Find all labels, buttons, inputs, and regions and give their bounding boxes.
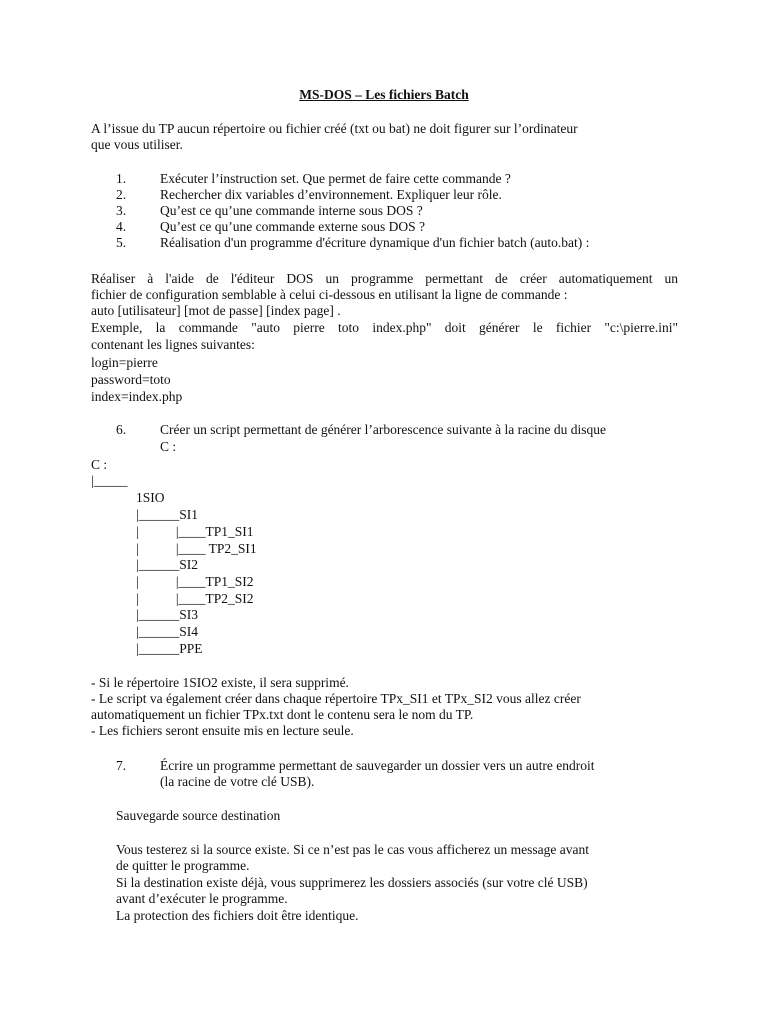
tree-node: |______SI4: [136, 624, 198, 639]
q5-paragraph-line: Exemple, la commande "auto pierre toto index.php" doit générer le fichier "c:\pierre.ini": [91, 320, 678, 335]
question-text: (la racine de votre clé USB).: [160, 774, 315, 789]
question-text: Écrire un programme permettant de sauvegarder un dossier vers un autre endroit: [160, 758, 595, 773]
intro-line-1: A l’issue du TP aucun répertoire ou fichier créé (txt ou bat) ne doit figurer sur l’ordinateur: [91, 121, 578, 136]
q7-body-line: de quitter le programme.: [116, 858, 250, 873]
question-number: 2.: [116, 187, 127, 202]
question-text: Créer un script permettant de générer l’arborescence suivante à la racine du disque: [160, 422, 607, 437]
question-number: 3.: [116, 203, 127, 218]
config-line-login: login=pierre: [91, 355, 158, 370]
tree-node: |______PPE: [136, 641, 203, 656]
note-line: automatiquement un fichier TPx.txt dont le contenu sera le nom du TP.: [91, 707, 474, 722]
intro-line-2: que vous utiliser.: [91, 137, 183, 152]
tree-node: |______SI3: [136, 607, 198, 622]
question-number: 7.: [116, 758, 127, 773]
question-number: 1.: [116, 171, 127, 186]
tree-node: | |____TP1_SI1: [136, 524, 254, 539]
note-line: - Si le répertoire 1SIO2 existe, il sera supprimé.: [91, 675, 349, 690]
question-text: C :: [160, 439, 177, 454]
q7-body-line: avant d’exécuter le programme.: [116, 891, 288, 906]
q5-paragraph-line: Réaliser à l'aide de l'éditeur DOS un programme permettant de créer automatiquement un: [91, 271, 678, 286]
question-text: Exécuter l’instruction set. Que permet de faire cette commande ?: [160, 171, 511, 186]
question-text: Qu’est ce qu’une commande externe sous DOS ?: [160, 219, 426, 234]
config-line-index: index=index.php: [91, 389, 183, 404]
question-text: Qu’est ce qu’une commande interne sous DOS ?: [160, 203, 423, 218]
tree-node: | |____TP1_SI2: [136, 574, 254, 589]
config-line-password: password=toto: [91, 372, 171, 387]
q5-paragraph-line: fichier de configuration semblable à celui ci-dessous en utilisant la ligne de commande :: [91, 287, 568, 302]
page-title: MS-DOS – Les fichiers Batch: [299, 87, 469, 102]
q7-body-line: La protection des fichiers doit être identique.: [116, 908, 359, 923]
tree-root-bar: |_____: [91, 473, 128, 488]
note-line: - Le script va également créer dans chaque répertoire TPx_SI1 et TPx_SI2 vous allez créer: [91, 691, 581, 706]
question-number: 5.: [116, 235, 127, 250]
q5-paragraph-line: auto [utilisateur] [mot de passe] [index page] .: [91, 303, 341, 318]
q7-body-line: Sauvegarde source destination: [116, 808, 281, 823]
question-text: Réalisation d'un programme d'écriture dynamique d'un fichier batch (auto.bat) :: [160, 235, 590, 250]
tree-node: |______SI1: [136, 507, 198, 522]
q7-body-line: Si la destination existe déjà, vous supprimerez les dossiers associés (sur votre clé USB): [116, 875, 588, 890]
question-text: Rechercher dix variables d’environnement. Expliquer leur rôle.: [160, 187, 502, 202]
tree-node: | |____ TP2_SI1: [136, 541, 257, 556]
tree-node: |______SI2: [136, 557, 198, 572]
q5-paragraph-line: contenant les lignes suivantes:: [91, 337, 255, 352]
question-number: 6.: [116, 422, 127, 437]
question-number: 4.: [116, 219, 127, 234]
tree-root: C :: [91, 457, 108, 472]
q7-body-line: Vous testerez si la source existe. Si ce n’est pas le cas vous afficherez un message avant: [116, 842, 589, 857]
note-line: - Les fichiers seront ensuite mis en lecture seule.: [91, 723, 354, 738]
tree-node: | |____TP2_SI2: [136, 591, 254, 606]
tree-node: 1SIO: [136, 490, 165, 505]
